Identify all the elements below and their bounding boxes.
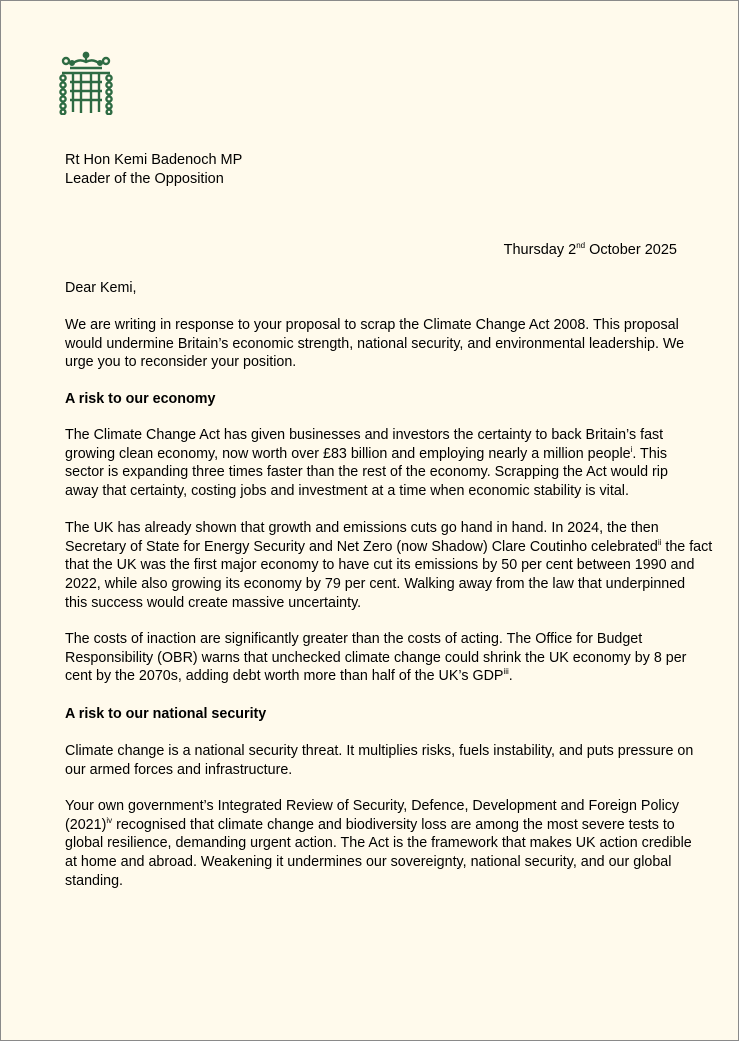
date-weekday: Thursday 2 — [503, 242, 577, 258]
footnote-ref-iv[interactable]: iv — [106, 815, 113, 825]
date-rest: October 2025 — [585, 242, 677, 258]
paragraph-line: away that certainty, costing jobs and investment at a time when economic stability is vital. — [65, 483, 629, 500]
security-paragraph-1 — [65, 742, 694, 779]
intro-line: urge you to reconsider your position. — [65, 354, 297, 371]
economy-paragraph-2 — [65, 519, 713, 613]
paragraph-line: standing. — [65, 872, 124, 889]
section-heading-economy: A risk to our economy — [65, 391, 216, 407]
recipient-title: Leader of the Opposition — [65, 171, 224, 187]
intro-line: We are writing in response to your proposal to scrap the Climate Change Act 2008. This proposal — [65, 317, 679, 333]
paragraph-line: Your own government’s Integrated Review of Security, Defence, Development and Foreign Policy — [65, 798, 680, 814]
intro-line: would undermine Britain’s economic strength, national security, and environmental leadership. We — [65, 335, 685, 352]
paragraph-line: Responsibility (OBR) warns that unchecked climate change could shrink the UK economy by 8 per — [65, 649, 687, 666]
line-text: recognised that climate change and biodiversity loss are among the most severe tests to — [112, 816, 675, 833]
paragraph-line: 2022, while also growing its economy by 79 per cent. Walking away from the law that underpinned — [65, 576, 686, 593]
line-text: Secretary of State for Energy Security and Net Zero (now Shadow) Clare Coutinho celebrated — [65, 538, 658, 555]
portcullis-icon — [58, 51, 114, 115]
paragraph-line: The costs of inaction are significantly greater than the costs of acting. The Office for Budget — [65, 631, 643, 647]
paragraph-line: global resilience, demanding urgent action. The Act is the framework that makes UK action credible — [65, 835, 692, 852]
line-text: . This — [632, 445, 668, 462]
date-ordinal: nd — [576, 241, 586, 250]
intro-paragraph — [65, 316, 685, 372]
security-paragraph-2 — [65, 797, 692, 891]
paragraph-line: The UK has already shown that growth and emissions cuts go hand in hand. In 2024, the then — [65, 520, 659, 536]
paragraph-line: Climate change is a national security threat. It multiplies risks, fuels instability, and puts pressure on — [65, 743, 694, 759]
footnote-ref-ii[interactable]: ii — [657, 537, 662, 547]
paragraph-line: The Climate Change Act has given businesses and investors the certainty to back Britain’s fast — [65, 427, 664, 443]
recipient-name: Rt Hon Kemi Badenoch MP — [65, 152, 243, 168]
line-text: the fact — [661, 538, 713, 555]
paragraph-line: that the UK was the first major economy to have cut its emissions by 50 per cent between 1990 and — [65, 557, 695, 574]
line-text: cent by the 2070s, adding debt worth more than half of the UK’s GDP — [65, 668, 504, 685]
line-text: (2021) — [65, 816, 107, 833]
paragraph-line: at home and abroad. Weakening it undermines our sovereignty, national security, and our global — [65, 854, 672, 871]
footnote-ref-iii[interactable]: iii — [503, 667, 509, 677]
section-heading-security: A risk to our national security — [65, 706, 267, 722]
paragraph-line: this success would create massive uncertainty. — [65, 594, 362, 611]
paragraph-line — [65, 816, 685, 835]
economy-paragraph-3 — [65, 630, 685, 686]
salutation: Dear Kemi, — [65, 280, 137, 296]
economy-paragraph-1 — [65, 426, 685, 501]
letter-date — [504, 241, 677, 260]
line-text: . — [508, 668, 513, 685]
paragraph-line: sector is expanding three times faster than the rest of the economy. Scrapping the Act would rip — [65, 464, 668, 481]
paragraph-line: our armed forces and infrastructure. — [65, 761, 293, 778]
recipient-block — [65, 151, 242, 189]
paragraph-line — [65, 667, 685, 686]
paragraph-line — [65, 445, 685, 464]
footnote-ref-i[interactable]: i — [630, 444, 633, 454]
line-text: growing clean economy, now worth over £83 billion and employing nearly a million people — [65, 445, 631, 462]
paragraph-line — [65, 537, 713, 557]
